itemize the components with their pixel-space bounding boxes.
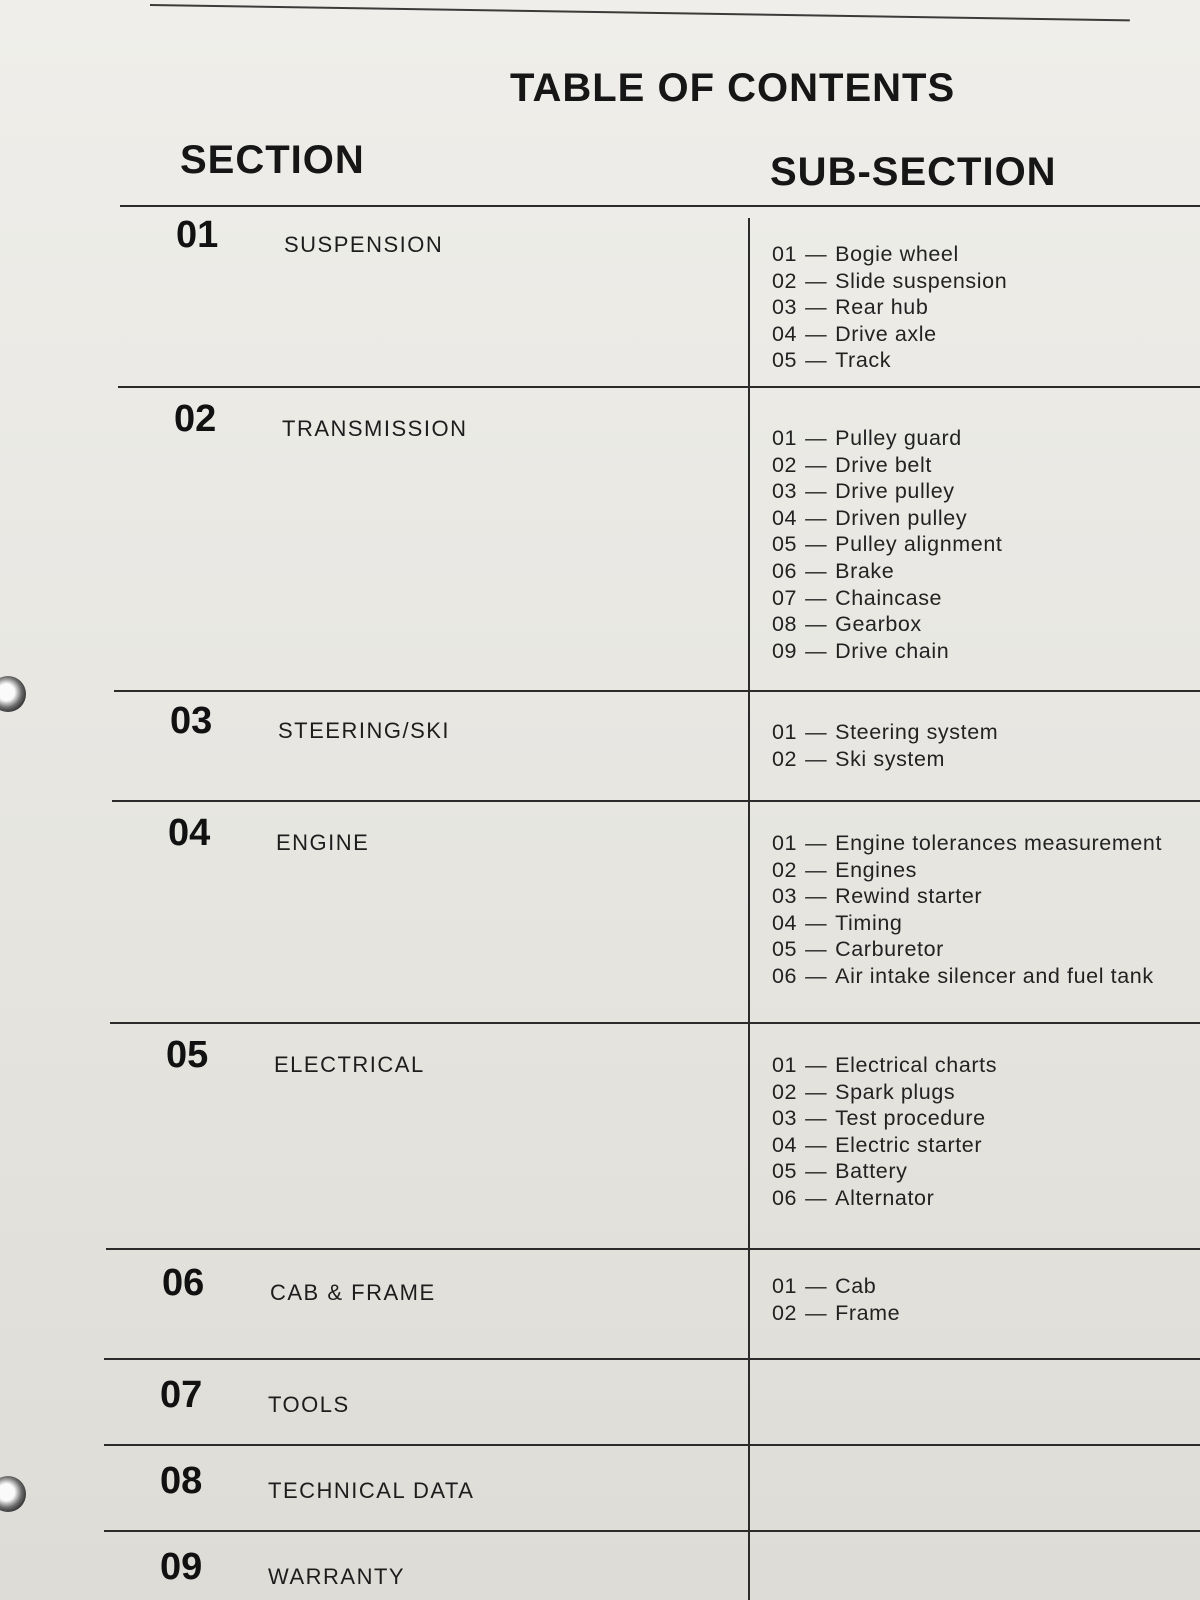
section-title: TRANSMISSION [282, 416, 468, 441]
sub-section-item [772, 1132, 997, 1159]
sub-section-item [772, 963, 1162, 990]
section-number: 03 [170, 700, 213, 742]
sub-section-item [772, 241, 1007, 268]
sub-section-number: 01 [772, 1053, 798, 1077]
sub-section-number: 04 [772, 1132, 798, 1157]
dash-separator: — [805, 1079, 828, 1104]
dash-separator: — [805, 612, 828, 637]
sub-section-list [772, 1273, 900, 1326]
section-number: 08 [160, 1460, 203, 1502]
section-title: WARRANTY [268, 1564, 406, 1589]
sub-section-list [772, 1052, 997, 1212]
dash-separator: — [805, 884, 828, 909]
dash-separator: — [805, 268, 828, 293]
sub-section-number: 02 [772, 746, 798, 771]
sub-section-label: Bogie wheel [835, 242, 959, 266]
sub-section-label: Spark plugs [835, 1079, 956, 1104]
sub-section-item [772, 1079, 997, 1106]
sub-section-number: 03 [772, 1106, 798, 1131]
sub-section-item [772, 910, 1162, 937]
section-number: 07 [160, 1374, 203, 1416]
sub-section-list [772, 425, 1002, 664]
sub-section-label: Slide suspension [835, 268, 1008, 293]
sub-section-number: 01 [772, 831, 798, 855]
row-divider [104, 1444, 1200, 1446]
sub-section-label: Rewind starter [835, 884, 983, 909]
sub-section-number: 06 [772, 558, 798, 583]
dash-separator: — [805, 321, 828, 346]
sub-section-number: 06 [772, 1185, 798, 1210]
dash-separator: — [805, 1159, 828, 1184]
sub-section-label: Rear hub [835, 295, 929, 320]
row-divider [112, 800, 1200, 802]
sub-section-label: Drive pulley [835, 479, 955, 504]
sub-section-item [772, 883, 1162, 910]
page-top-rule [150, 4, 1130, 21]
dash-separator: — [805, 348, 828, 373]
dash-separator: — [805, 857, 828, 882]
dash-separator: — [805, 1274, 828, 1298]
sub-section-label: Electrical charts [835, 1053, 998, 1077]
sub-section-number: 05 [772, 348, 798, 373]
dash-separator: — [805, 910, 828, 935]
dash-separator: — [805, 558, 828, 583]
column-divider [748, 218, 750, 1600]
sub-section-item [772, 1300, 900, 1327]
sub-section-label: Chaincase [835, 585, 943, 610]
sub-section-item [772, 478, 1002, 505]
dash-separator: — [805, 1185, 828, 1210]
section-number: 04 [168, 812, 211, 854]
sub-section-item [772, 746, 998, 773]
sub-section-item [772, 857, 1162, 884]
sub-section-label: Air intake silencer and fuel tank [835, 963, 1154, 988]
sub-section-label: Steering system [835, 720, 999, 744]
sub-section-label: Timing [835, 910, 903, 935]
sub-section-item [772, 425, 1002, 452]
sub-section-label: Driven pulley [835, 505, 968, 530]
sub-section-item [772, 585, 1002, 612]
section-column-header: SECTION [180, 138, 365, 182]
section-number: 06 [162, 1262, 205, 1304]
dash-separator: — [805, 720, 828, 744]
sub-section-item [772, 611, 1002, 638]
sub-section-item [772, 1105, 997, 1132]
row-divider [106, 1248, 1200, 1250]
sub-section-label: Drive belt [835, 452, 932, 477]
sub-section-label: Cab [835, 1274, 877, 1298]
sub-section-number: 04 [772, 910, 798, 935]
dash-separator: — [805, 295, 828, 320]
section-title: TECHNICAL DATA [268, 1478, 475, 1503]
sub-section-label: Engines [835, 857, 918, 882]
binder-hole-lower [0, 1476, 26, 1512]
sub-section-item [772, 1158, 997, 1185]
sub-section-number: 01 [772, 426, 798, 450]
dash-separator: — [805, 746, 828, 771]
sub-section-item [772, 505, 1002, 532]
sub-section-item [772, 1273, 900, 1300]
binder-hole-upper [0, 676, 26, 712]
page-title: TABLE OF CONTENTS [510, 66, 956, 110]
dash-separator: — [805, 937, 828, 962]
section-title: ELECTRICAL [274, 1052, 425, 1077]
sub-section-list [772, 241, 1007, 374]
dash-separator: — [805, 585, 828, 610]
sub-section-number: 02 [772, 1079, 798, 1104]
sub-section-number: 04 [772, 505, 798, 530]
dash-separator: — [805, 479, 828, 504]
section-number: 09 [160, 1546, 203, 1588]
sub-section-label: Engine tolerances measurement [835, 831, 1163, 855]
dash-separator: — [805, 638, 828, 663]
section-number: 01 [176, 214, 219, 256]
sub-section-item [772, 321, 1007, 348]
sub-section-item [772, 638, 1002, 665]
dash-separator: — [805, 1106, 828, 1131]
sub-section-label: Pulley guard [835, 426, 962, 450]
sub-section-number: 03 [772, 884, 798, 909]
dash-separator: — [805, 242, 828, 266]
dash-separator: — [805, 426, 828, 450]
sub-section-item [772, 268, 1007, 295]
dash-separator: — [805, 1132, 828, 1157]
sub-section-number: 02 [772, 857, 798, 882]
row-divider [114, 690, 1200, 692]
dash-separator: — [805, 831, 828, 855]
sub-section-number: 05 [772, 937, 798, 962]
sub-section-label: Frame [835, 1300, 901, 1325]
sub-section-label: Carburetor [835, 937, 944, 962]
section-title: STEERING/SKI [278, 718, 451, 743]
sub-section-label: Drive chain [835, 638, 950, 663]
section-title: SUSPENSION [284, 232, 444, 257]
sub-section-item [772, 558, 1002, 585]
sub-section-label: Electric starter [835, 1132, 983, 1157]
sub-section-number: 05 [772, 532, 798, 557]
sub-section-item [772, 936, 1162, 963]
dash-separator: — [805, 505, 828, 530]
row-divider [104, 1358, 1200, 1360]
sub-section-item [772, 719, 998, 746]
sub-section-item [772, 294, 1007, 321]
sub-section-number: 02 [772, 1300, 798, 1325]
sub-section-label: Ski system [835, 746, 946, 771]
dash-separator: — [805, 963, 828, 988]
sub-section-number: 05 [772, 1159, 798, 1184]
sub-section-item [772, 830, 1162, 857]
sub-section-column-header: SUB-SECTION [770, 150, 1057, 194]
sub-section-item [772, 347, 1007, 374]
sub-section-number: 08 [772, 612, 798, 637]
sub-section-number: 06 [772, 963, 798, 988]
row-divider [120, 205, 1200, 207]
sub-section-label: Gearbox [835, 612, 922, 637]
sub-section-label: Brake [835, 558, 895, 583]
sub-section-item [772, 1052, 997, 1079]
row-divider [104, 1530, 1200, 1532]
dash-separator: — [805, 1300, 828, 1325]
sub-section-number: 01 [772, 1274, 798, 1298]
section-number: 05 [166, 1034, 209, 1076]
sub-section-number: 01 [772, 242, 798, 266]
sub-section-number: 07 [772, 585, 798, 610]
row-divider [118, 386, 1200, 388]
sub-section-label: Test procedure [835, 1106, 986, 1131]
sub-section-item [772, 1185, 997, 1212]
sub-section-number: 09 [772, 638, 798, 663]
sub-section-list [772, 719, 998, 772]
sub-section-number: 02 [772, 268, 798, 293]
sub-section-label: Drive axle [835, 321, 937, 346]
sub-section-item [772, 452, 1002, 479]
sub-section-item [772, 531, 1002, 558]
sub-section-number: 02 [772, 452, 798, 477]
sub-section-number: 03 [772, 295, 798, 320]
sub-section-label: Alternator [835, 1185, 935, 1210]
sub-section-label: Battery [835, 1159, 908, 1184]
section-title: ENGINE [276, 830, 370, 855]
section-title: TOOLS [268, 1392, 350, 1417]
sub-section-label: Track [835, 348, 892, 373]
section-number: 02 [174, 398, 217, 440]
dash-separator: — [805, 1053, 828, 1077]
sub-section-list [772, 830, 1162, 990]
sub-section-number: 01 [772, 720, 798, 744]
sub-section-label: Pulley alignment [835, 532, 1003, 557]
section-title: CAB & FRAME [270, 1280, 436, 1305]
sub-section-number: 03 [772, 479, 798, 504]
dash-separator: — [805, 452, 828, 477]
row-divider [110, 1022, 1200, 1024]
dash-separator: — [805, 532, 828, 557]
sub-section-number: 04 [772, 321, 798, 346]
